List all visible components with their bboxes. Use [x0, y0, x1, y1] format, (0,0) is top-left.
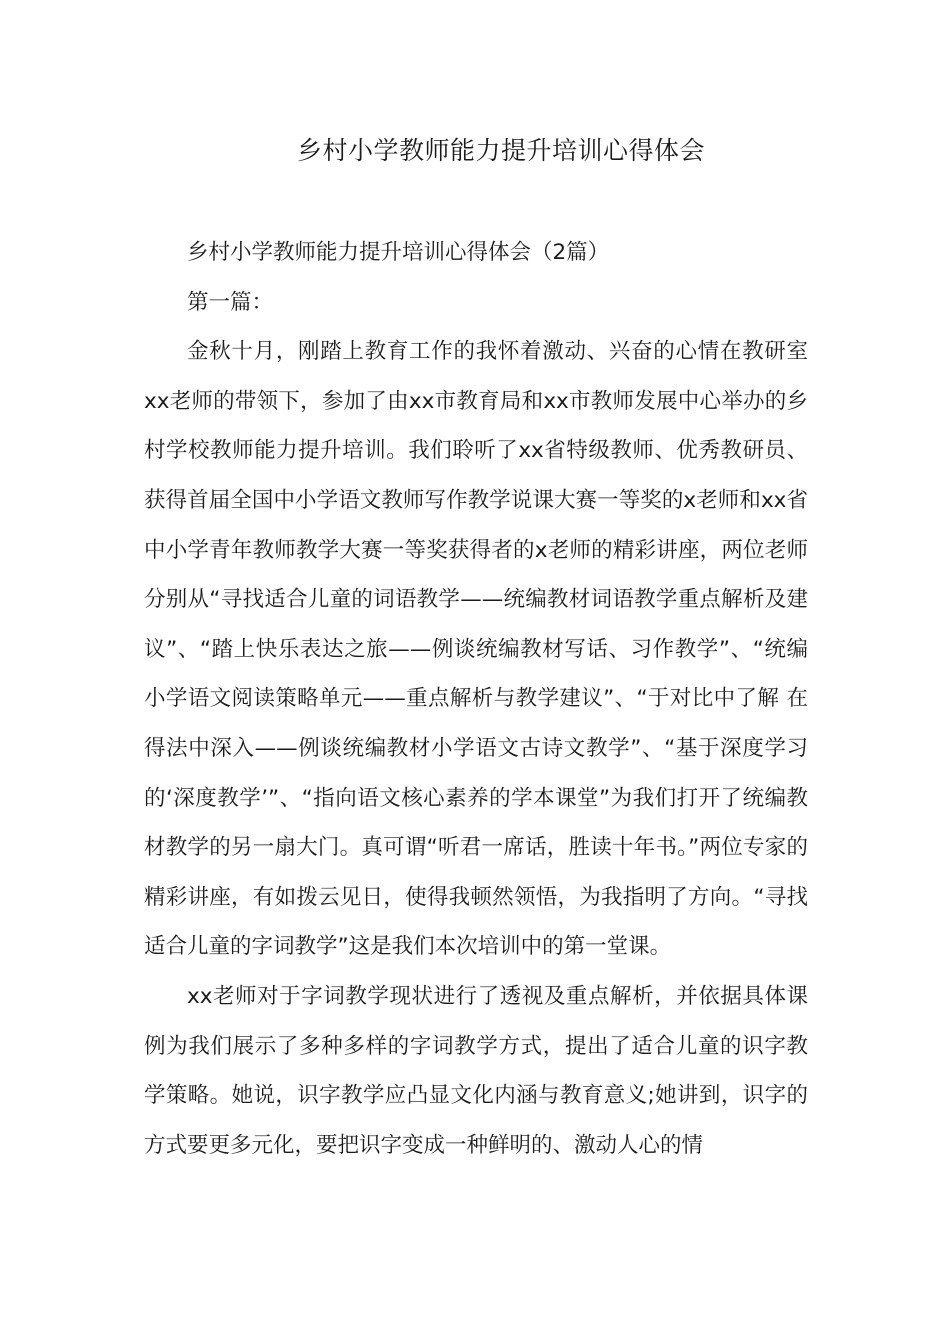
document-title: 乡村小学教师能力提升培训心得体会 [296, 136, 705, 165]
paragraph: 金秋十月，刚踏上教育工作的我怀着激动、兴奋的心情在教研室xx老师的带领下，参加了由xx市教育局和xx市教师发展中心举办的乡村学校教师能力提升培训。我们聆听了xx省特级教师、优秀教研员、获得首届全国中小学语文教师写作教学说课大赛一等奖的x老师和xx省中小学青年教师教学大赛一等奖获得者的x老师的精彩讲座，两位老师分别从“寻找适合儿童的词语教学——统编教材词语教学重点解析及建议”、“踏上快乐表达之旅——例谈统编教材写话、习作教学”、“统编小学语文阅读策略单元——重点解析与教学建议”、“于对比中了解 在得法中深入——例谈统编教材小学语文古诗文教学”、“基于深度学习的‘深度教学’”、“指向语文核心素养的学本课堂”为我们打开了统编教材教学的另一扇大门。真可谓“听君一席话，胜读十年书。”两位专家的精彩讲座，有如拨云见日，使得我顿然领悟，为我指明了方向。“寻找适合儿童的字词教学”这是我们本次培训中的第一堂课。 [144, 339, 808, 960]
section-label: 第一篇： [187, 289, 274, 315]
paragraph: xx老师对于字词教学现状进行了透视及重点解析，并依据具体课例为我们展示了多种多样的字词教学方式，提出了适合儿童的识字教学策略。她说，识字教学应凸显文化内涵与教育意义;她讲到，识字的方式要更多元化，要把识字变成一种鲜明的、激动人心的情 [144, 983, 808, 1158]
document-body [144, 228, 808, 1170]
subtitle: 乡村小学教师能力提升培训心得体会（2篇） [187, 240, 610, 265]
